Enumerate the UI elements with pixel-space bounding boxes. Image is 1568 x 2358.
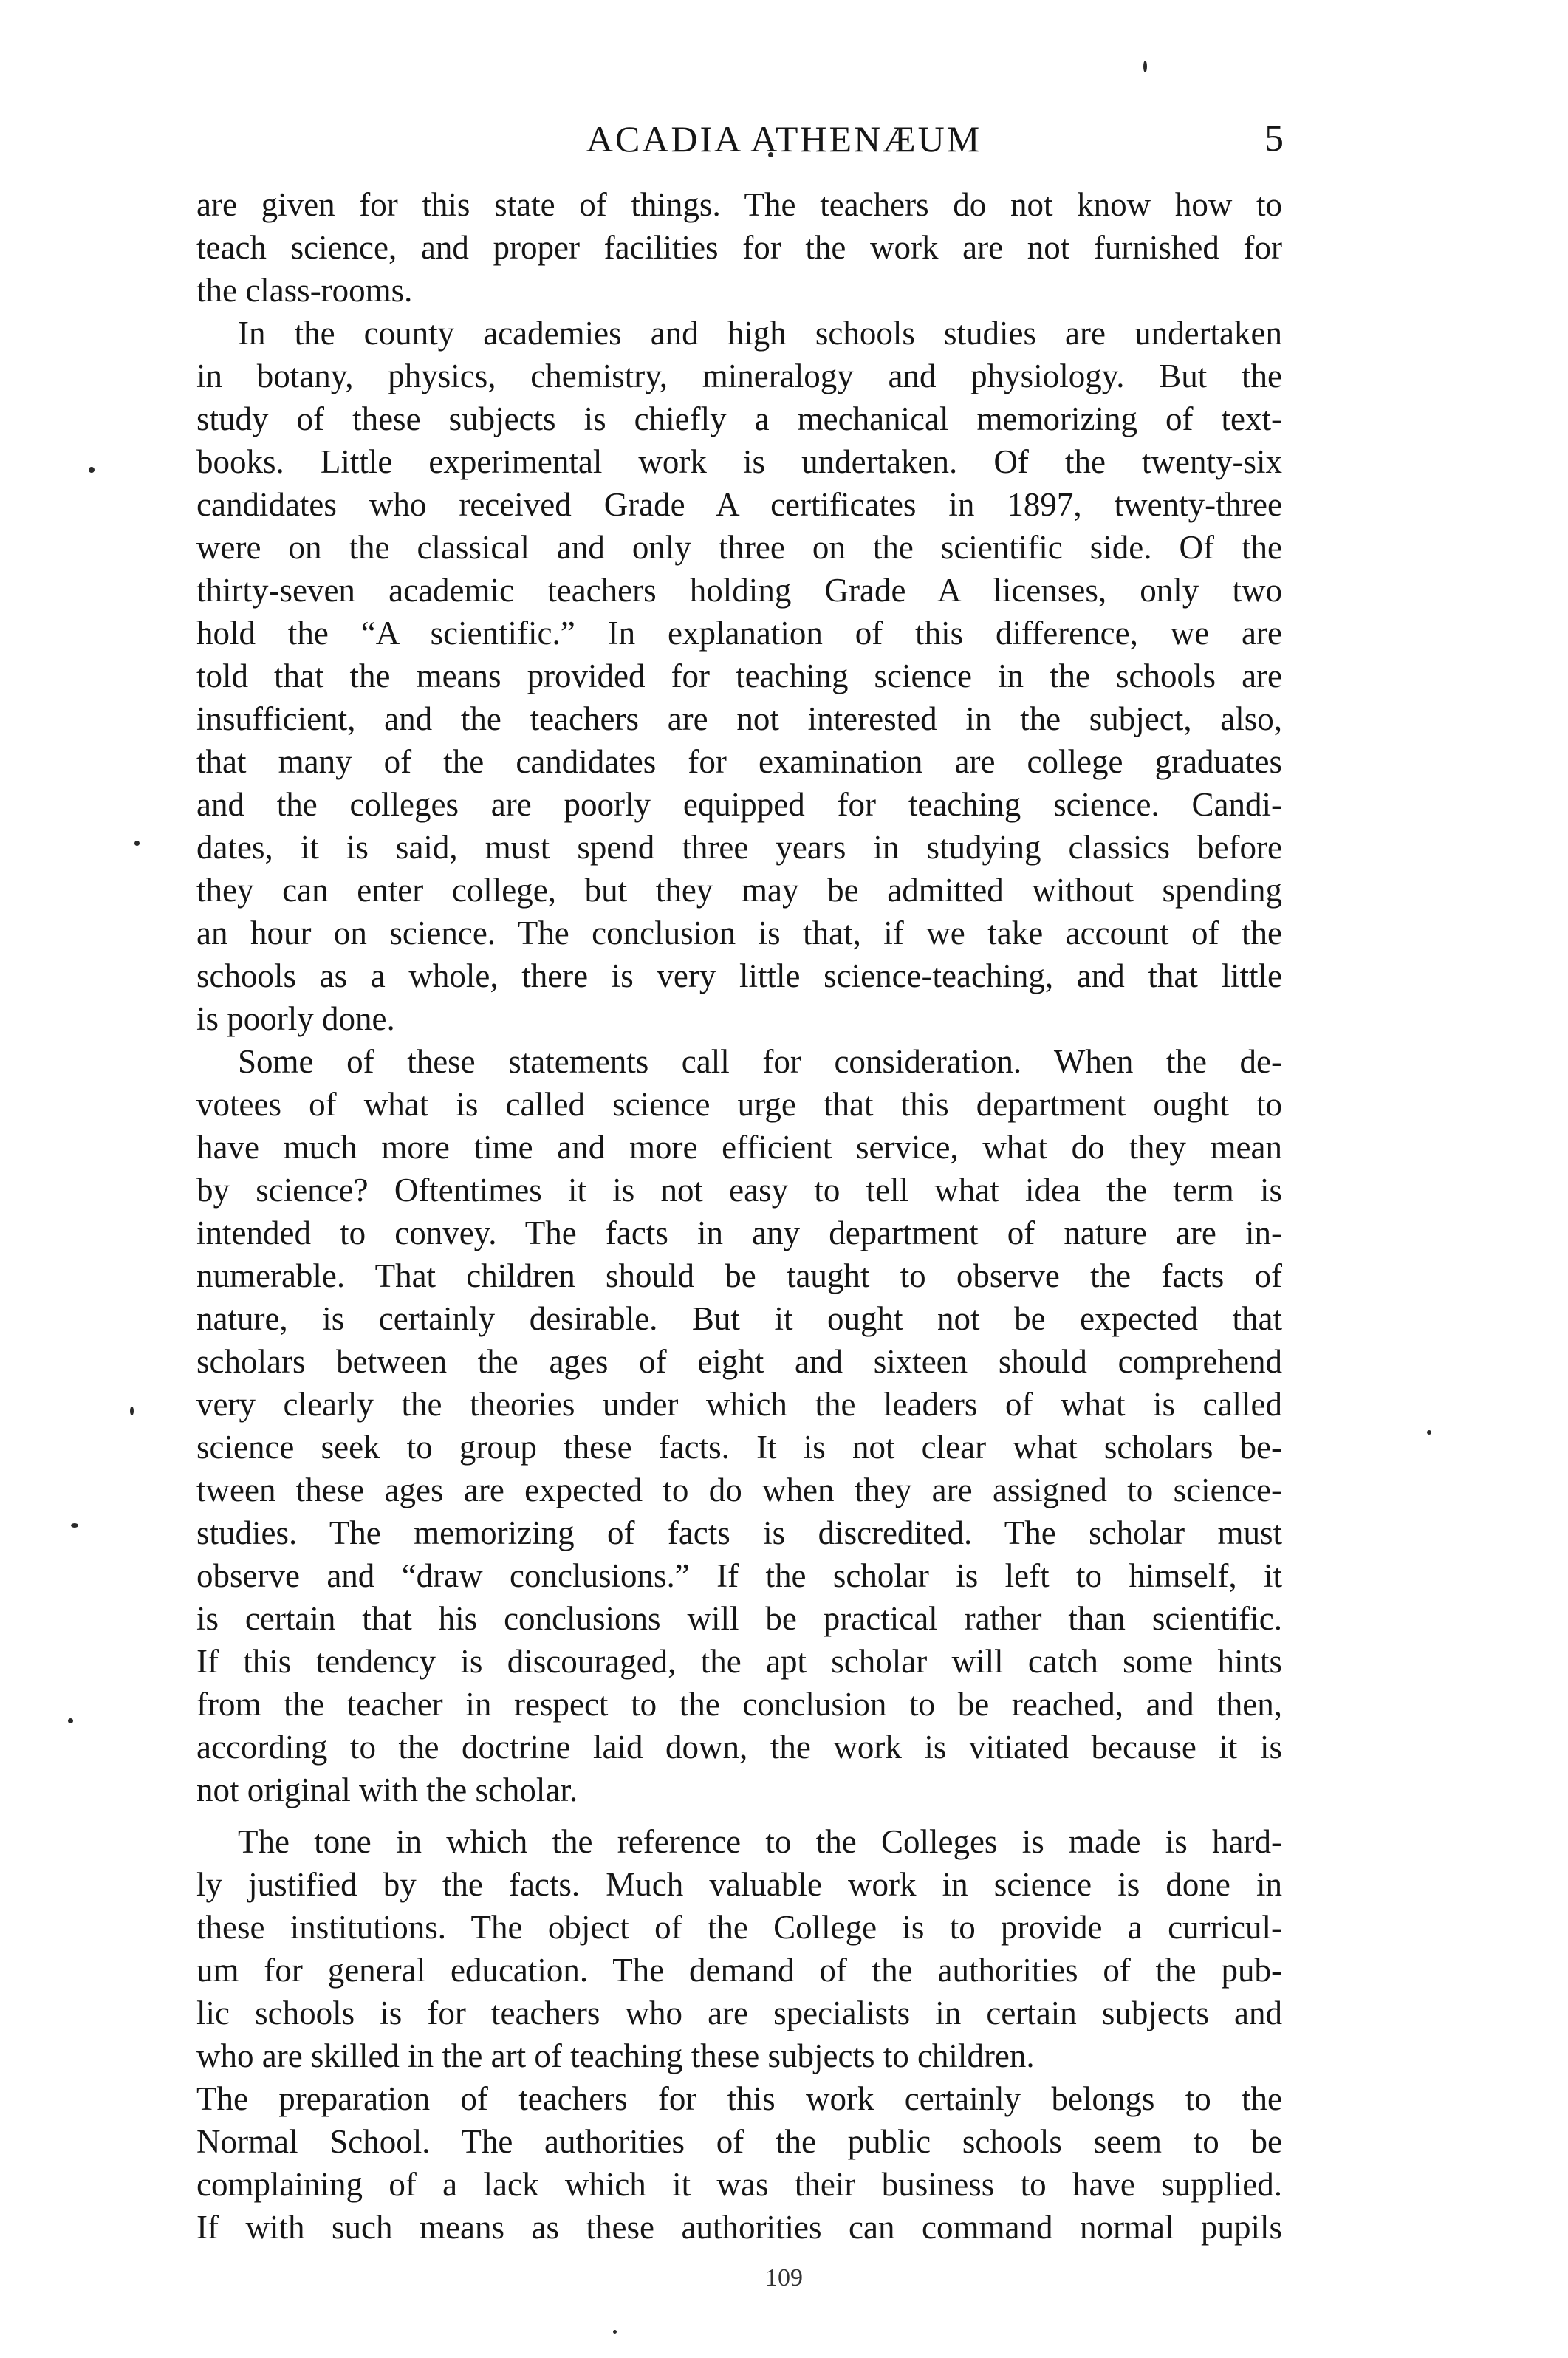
text-line: teach science, and proper facilities for the work are not furnished for	[196, 229, 1282, 266]
text-line: The tone in which the reference to the Colleges is made is hard-	[238, 1823, 1282, 1860]
text-line: who are skilled in the art of teaching these subjects to children.	[196, 2037, 1035, 2074]
scan-speck-bottom	[613, 2330, 617, 2334]
scan-speck-left-4	[71, 1523, 78, 1528]
text-line: um for general education. The demand of the authorities of the pub-	[196, 1952, 1282, 1989]
paragraph	[196, 183, 1282, 312]
scan-speck-left-3	[130, 1407, 134, 1415]
text-line: they can enter college, but they may be admitted without spending	[196, 872, 1282, 909]
text-line: have much more time and more efficient service, what do they mean	[196, 1129, 1282, 1166]
scan-speck-left-2	[134, 841, 140, 846]
text-line: is certain that his conclusions will be practical rather than scientific.	[196, 1600, 1282, 1637]
text-line: ly justified by the facts. Much valuable work in science is done in	[196, 1866, 1282, 1903]
text-line: insufficient, and the teachers are not interested in the subject, also,	[196, 700, 1282, 737]
text-line: scholars between the ages of eight and sixteen should comprehend	[196, 1343, 1282, 1380]
text-line: Normal School. The authorities of the public schools seem to be	[196, 2123, 1282, 2160]
paragraph	[196, 1040, 1282, 1811]
scan-speck-right	[1427, 1430, 1431, 1435]
text-line: In the county academies and high schools studies are undertaken	[238, 315, 1282, 352]
text-line: are given for this state of things. The teachers do not know how to	[196, 186, 1282, 223]
running-title: ACADIA ATHENÆUM	[586, 118, 982, 160]
text-line: according to the doctrine laid down, the work is vitiated because it is	[196, 1729, 1282, 1766]
text-line: numerable. That children should be taught to observe the facts of	[196, 1257, 1282, 1294]
text-line: dates, it is said, must spend three years in studying classics before	[196, 829, 1282, 866]
text-line: were on the classical and only three on the scientific side. Of the	[196, 529, 1282, 566]
text-line: an hour on science. The conclusion is that, if we take account of the	[196, 915, 1282, 951]
text-line: these institutions. The object of the College is to provide a curricul-	[196, 1909, 1282, 1946]
text-line: that many of the candidates for examination are college graduates	[196, 743, 1282, 780]
scan-speck-top	[1143, 61, 1147, 72]
text-line: told that the means provided for teaching science in the schools are	[196, 657, 1282, 694]
paragraph	[196, 312, 1282, 1040]
text-line: nature, is certainly desirable. But it ought not be expected that	[196, 1300, 1282, 1337]
text-line: complaining of a lack which it was their business to have supplied.	[196, 2166, 1282, 2203]
text-line: in botany, physics, chemistry, mineralogy and physiology. But the	[196, 358, 1282, 394]
text-line: the class-rooms.	[196, 272, 413, 309]
text-line: science seek to group these facts. It is not clear what scholars be-	[196, 1429, 1282, 1466]
scan-speck-left-5	[68, 1718, 73, 1723]
text-line: schools as a whole, there is very little science-teaching, and that little	[196, 957, 1282, 994]
text-line: lic schools is for teachers who are specialists in certain subjects and	[196, 1995, 1282, 2031]
text-line: hold the “A scientific.” In explanation of this difference, we are	[196, 615, 1282, 652]
text-line: intended to convey. The facts in any department of nature are in-	[196, 1214, 1282, 1251]
folio-number: 109	[765, 2264, 803, 2292]
paragraph-gap	[196, 1811, 1282, 1820]
text-line: very clearly the theories under which the leaders of what is called	[196, 1386, 1282, 1423]
scan-speck-left-1	[89, 467, 95, 473]
paragraph	[196, 1820, 1282, 2249]
text-line: by science? Oftentimes it is not easy to tell what idea the term is	[196, 1172, 1282, 1209]
text-line: thirty-seven academic teachers holding Grade A licenses, only two	[196, 572, 1282, 609]
text-line: tween these ages are expected to do when they are assigned to science-	[196, 1472, 1282, 1508]
text-line: studies. The memorizing of facts is discredited. The scholar must	[196, 1514, 1282, 1551]
text-line: If this tendency is discouraged, the apt scholar will catch some hints	[196, 1643, 1282, 1680]
text-line: observe and “draw conclusions.” If the scholar is left to himself, it	[196, 1557, 1282, 1594]
text-line: If with such means as these authorities can command normal pupils	[196, 2209, 1282, 2246]
text-line: is poorly done.	[196, 1000, 395, 1037]
text-line: candidates who received Grade A certificates in 1897, twenty-three	[196, 486, 1282, 523]
text-line: study of these subjects is chiefly a mechanical memorizing of text-	[196, 400, 1282, 437]
running-head	[0, 109, 1568, 168]
text-line: books. Little experimental work is undertaken. Of the twenty-six	[196, 443, 1282, 480]
text-line: votees of what is called science urge that this department ought to	[196, 1086, 1282, 1123]
text-line: Some of these statements call for consideration. When the de-	[238, 1043, 1282, 1080]
text-line: from the teacher in respect to the conclusion to be reached, and then,	[196, 1686, 1282, 1723]
text-line: and the colleges are poorly equipped for teaching science. Candi-	[196, 786, 1282, 823]
page-number: 5	[1264, 117, 1284, 160]
text-line: not original with the scholar.	[196, 1771, 578, 1808]
text-line: The preparation of teachers for this work certainly belongs to the	[196, 2080, 1282, 2117]
body-text	[196, 183, 1282, 2249]
